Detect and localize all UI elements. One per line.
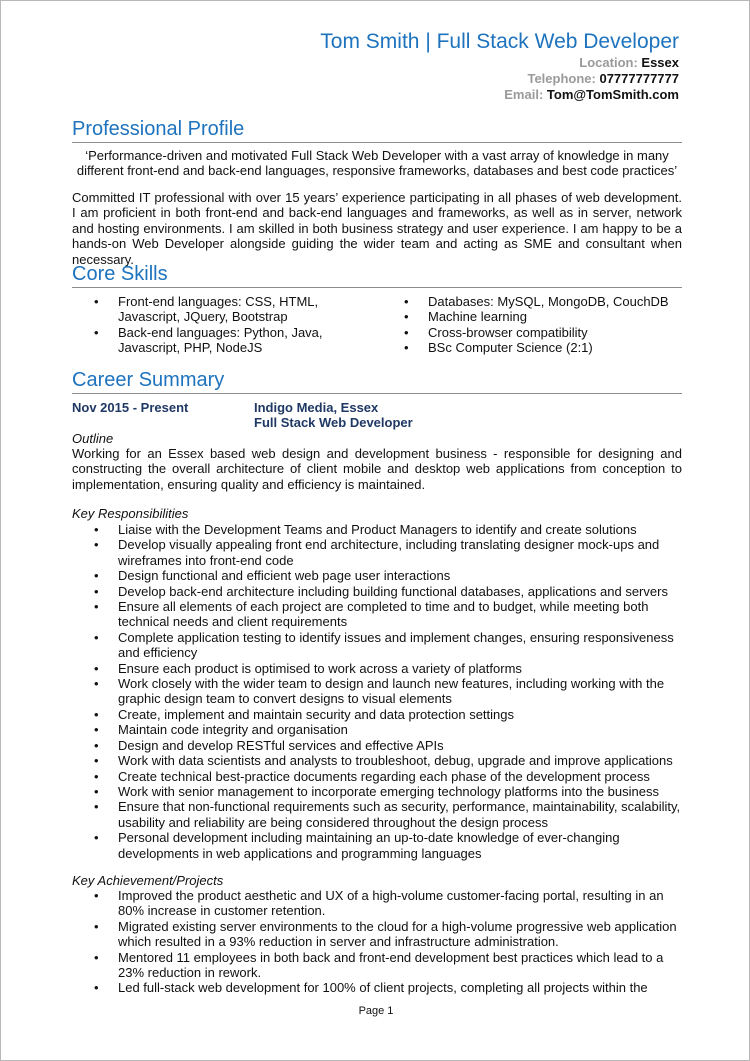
responsibilities-list: [72, 522, 682, 861]
email-value: Tom@TomSmith.com: [546, 87, 679, 102]
telephone-value: 07777777777: [599, 71, 679, 86]
job-header: [254, 400, 413, 431]
skill-item: • Databases: MySQL, MongoDB, CouchDB: [382, 294, 682, 309]
achievements-label: Key Achievement/Projects: [72, 873, 224, 888]
profile-quote: ‘Performance-driven and motivated Full Stack Web Developer with a vast array of knowledge in many different front-end and back-end languages, responsive frameworks, databases and best code practices’: [76, 148, 678, 179]
location-label: Location:: [579, 55, 638, 70]
telephone-label: Telephone:: [527, 71, 596, 86]
responsibility-item: • Complete application testing to identify issues and implement changes, ensuring responsiveness and efficiency: [72, 630, 682, 661]
responsibility-item: • Ensure each product is optimised to work across a variety of platforms: [72, 661, 682, 676]
achievements-list: [72, 888, 682, 996]
skill-item: • Back-end languages: Python, Java, Javascript, PHP, NodeJS: [72, 325, 382, 356]
responsibility-item: • Design functional and efficient web page user interactions: [72, 568, 682, 583]
job-role: Full Stack Web Developer: [254, 415, 413, 431]
skill-item: • Front-end languages: CSS, HTML, Javascript, JQuery, Bootstrap: [72, 294, 382, 325]
cv-header: [320, 29, 679, 103]
responsibility-item: • Work with senior management to incorporate emerging technology platforms into the business: [72, 784, 682, 799]
outline-text: Working for an Essex based web design and development business - responsible for designing and constructing the overall architecture of client mobile and desktop web applications from conception to implementation, ensuring quality and efficiency is maintained.: [72, 446, 682, 492]
skill-item: • Machine learning: [382, 309, 682, 324]
achievement-item: • Migrated existing server environments to the cloud for a high-volume progressive web application which resulted in a 93% reduction in server and infrastructure administration.: [72, 919, 682, 950]
contact-email: [320, 87, 679, 103]
responsibility-item: • Create technical best-practice documents regarding each phase of the development process: [72, 769, 682, 784]
skills-right-column: [382, 294, 682, 356]
skills-left-column: [72, 294, 382, 356]
skill-item: • Cross-browser compatibility: [382, 325, 682, 340]
profile-heading: Professional Profile: [72, 117, 682, 143]
responsibility-item: • Develop visually appealing front end architecture, including translating designer mock-ups and wireframes into front-end code: [72, 537, 682, 568]
responsibility-item: • Ensure all elements of each project are completed to time and to budget, while meeting both technical needs and client requirements: [72, 599, 682, 630]
responsibility-item: • Personal development including maintaining an up-to-date knowledge of ever-changing developments in web applications and programming languages: [72, 830, 682, 861]
responsibility-item: • Develop back-end architecture including building functional databases, applications and servers: [72, 584, 682, 599]
achievement-item: • Mentored 11 employees in both back and front-end development best practices which lead to a 23% reduction in rework.: [72, 950, 682, 981]
job-date: Nov 2015 - Present: [72, 400, 189, 415]
responsibility-item: • Create, implement and maintain security and data protection settings: [72, 707, 682, 722]
responsibility-item: • Ensure that non-functional requirements such as security, performance, maintainability, scalability, usability and reliability are being considered throughout the design process: [72, 799, 682, 830]
achievement-item: • Led full-stack web development for 100% of client projects, completing all projects within the: [72, 980, 682, 995]
contact-location: [320, 55, 679, 71]
career-heading: Career Summary: [72, 368, 682, 394]
achievement-item: • Improved the product aesthetic and UX of a high-volume customer-facing portal, resulting in an 80% increase in customer retention.: [72, 888, 682, 919]
page-number: Page 1: [358, 1005, 394, 1017]
responsibility-item: • Work closely with the wider team to design and launch new features, including working with the graphic design team to convert designs to visual elements: [72, 676, 682, 707]
name-title: Tom Smith | Full Stack Web Developer: [320, 30, 679, 53]
skills-heading: Core Skills: [72, 262, 682, 288]
profile-body: Committed IT professional with over 15 years’ experience participating in all phases of web development. I am proficient in both front-end and back-end languages and frameworks, as well as in server, network and hosting environments. I am skilled in both business strategy and user experience. I am happy to be a hands-on Web Developer alongside guiding the wider team and acting as SME and consultant when necessary.: [72, 190, 682, 267]
email-label: Email:: [504, 87, 544, 102]
skill-item: • BSc Computer Science (2:1): [382, 340, 682, 355]
responsibility-item: • Work with data scientists and analysts to troubleshoot, debug, upgrade and improve applications: [72, 753, 682, 768]
responsibility-item: • Design and develop RESTful services and effective APIs: [72, 738, 682, 753]
job-employer: Indigo Media, Essex: [254, 400, 379, 415]
responsibility-item: • Maintain code integrity and organisation: [72, 722, 682, 737]
responsibilities-label: Key Responsibilities: [72, 506, 189, 521]
outline-label: Outline: [72, 431, 114, 446]
responsibility-item: • Liaise with the Development Teams and Product Managers to identify and create solutions: [72, 522, 682, 537]
location-value: Essex: [641, 55, 679, 70]
contact-telephone: [320, 71, 679, 87]
